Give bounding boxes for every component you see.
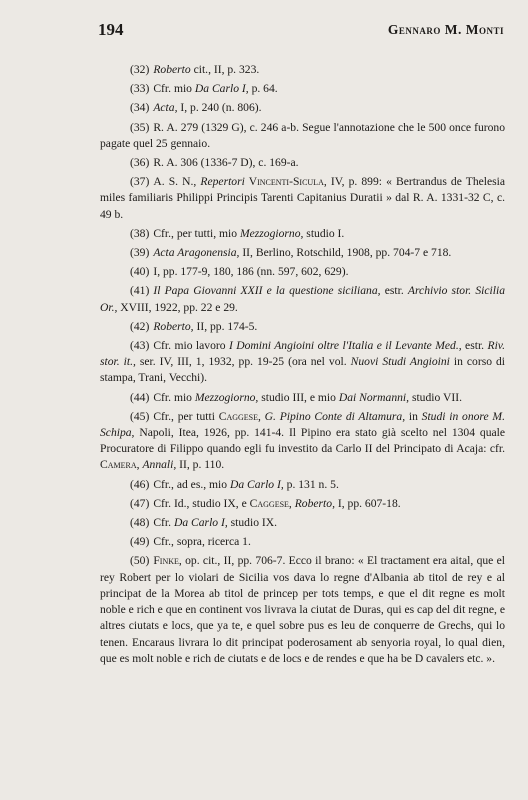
footnote: [100, 264, 505, 280]
footnote: [100, 515, 505, 531]
footnote: [100, 245, 505, 261]
footnote-italic-text: Il Papa Giovanni XXII e la questione siciliana,: [153, 284, 381, 298]
footnote-text: II, pp. 174-5.: [193, 319, 258, 333]
footnote-italic-text: Roberto: [153, 63, 191, 76]
footnote-text: Cfr. mio lavoro: [153, 339, 229, 353]
footnote-number: (42): [130, 319, 150, 333]
footnote: [100, 553, 505, 666]
footnote-number: (39): [130, 246, 150, 260]
footnote-text: estr.: [461, 339, 488, 353]
footnote-italic-text: Mezzogiorno,: [194, 390, 259, 404]
footnote-italic-text: Repertori: [200, 175, 245, 189]
footnote-text: I, pp. 177-9, 180, 186 (nn. 597, 602, 629).: [153, 265, 349, 279]
footnote: [100, 283, 505, 315]
footnote-text: estr.: [380, 284, 408, 298]
page-header: [98, 20, 504, 46]
footnote-text: Camera,: [100, 458, 140, 472]
footnote-number: (41): [130, 284, 150, 298]
footnote-text: Finke,: [153, 554, 182, 568]
footnote-italic-text: Acta,: [153, 101, 178, 115]
footnote-text: Vincenti-Sicula,: [244, 175, 327, 189]
footnote: [100, 534, 505, 550]
footnote-text: p. 64.: [248, 82, 278, 96]
footnote-text: Cfr. mio: [153, 390, 195, 404]
footnote-text: II, Berlino, Rotschild, 1908, pp. 704-7 e 718.: [239, 246, 452, 260]
footnote-italic-text: Studi in onore M. Schipa,: [100, 409, 505, 440]
footnote: [100, 120, 505, 152]
footnote-number: (40): [130, 265, 150, 279]
footnote-number: (46): [130, 477, 150, 491]
footnote-italic-text: Roberto,: [153, 319, 194, 333]
footnote-text: studio IX.: [227, 516, 278, 530]
footnote-number: (45): [130, 409, 150, 423]
footnote-number: (36): [130, 156, 150, 170]
footnote-number: (48): [130, 516, 150, 530]
footnote-text: Caggese,: [218, 409, 261, 423]
footnote-italic-text: Mezzogiorno,: [239, 226, 304, 240]
footnote-text: XVIII, 1922, pp. 22 e 29.: [117, 300, 238, 314]
footnote-text: IV, p. 899: « Bertrandus de Thelesia miles familiaris Philippi Principis Tarenti Capitanius Duratii » dal R. A. 1331-32 C, c. 49 b.: [100, 175, 506, 221]
footnote: [100, 319, 505, 335]
footnote-italic-text: Acta Aragonensia,: [153, 246, 240, 260]
footnote-number: (49): [130, 535, 150, 549]
footnote-text: op. cit., II, pp. 706-7. Ecco il brano: « El tractament era aital, que el rey Robert per lo violari de Sicilia vos dava lo regne d'Albania ab titol de rey e al principat de la Morea ab titol de princep per tots temps, e que el dit regne es molt noble e rich e que en continent vos livrava la ciutat de Duras, qui es cap del dit regne, e altres ciutats e locs, que ya te, e quel sobre pus es leu de conquerre de Grechs, qui lo tenen. Encaraus livrara lo dit principat poderosament ab senyoria royal, lo qual dien, que es molt noble e rich de ciutats e de locs e de rendes e que ha be D cavalers etc. ».: [100, 554, 505, 665]
footnote-number: (38): [130, 226, 150, 240]
footnote: [100, 100, 505, 116]
footnote-number: (43): [130, 339, 150, 353]
footnote: [100, 409, 505, 474]
footnote-number: (44): [130, 390, 150, 404]
footnote-italic-text: I Domini Angioini oltre l'Italia e il Levante Med.,: [228, 339, 462, 353]
footnote-text: Cfr., per tutti: [153, 409, 219, 423]
footnote: [100, 174, 505, 223]
page-number: 194: [98, 20, 124, 39]
footnote: [100, 155, 505, 171]
footnote-number: (33): [130, 82, 150, 96]
footnote-text: p. 131 n. 5.: [283, 477, 339, 491]
footnote-number: (37): [130, 175, 150, 189]
footnote-italic-text: Da Carlo I,: [194, 82, 249, 96]
footnote-text: in: [405, 409, 422, 423]
footnote-number: (35): [130, 120, 150, 134]
footnote-text: in corso di stampa, Trani, Vecchi).: [100, 355, 506, 385]
footnote-number: (32): [130, 63, 150, 76]
footnote-text: A. S. N.,: [153, 175, 201, 189]
footnote-text: cit., II, p. 323.: [190, 63, 260, 76]
footnote-text: Cfr., per tutti, mio: [153, 226, 240, 240]
running-head: Gennaro M. Monti: [387, 22, 504, 37]
footnote-text: Cfr., sopra, ricerca 1.: [153, 535, 251, 549]
footnote-number: (34): [130, 101, 150, 115]
footnote-italic-text: G. Pipino Conte di Altamura,: [264, 409, 406, 423]
footnote-text: ser. IV, III, 1, 1932, pp. 19-25 (ora nel vol.: [135, 355, 351, 369]
footnote-italic-text: Da Carlo I,: [173, 516, 228, 530]
footnote-text: Cfr. Id., studio IX, e: [153, 496, 250, 510]
footnote-text: Cfr., ad es., mio: [153, 477, 230, 491]
footnote-italic-text: Roberto,: [294, 496, 335, 510]
footnote: [100, 477, 505, 493]
footnote: [100, 226, 505, 242]
footnote-number: (50): [130, 554, 150, 568]
footnote-text: studio VII.: [409, 390, 462, 404]
footnote-text: studio I.: [303, 226, 345, 240]
footnote-text: I, p. 240 (n. 806).: [177, 101, 262, 115]
footnote-text: Caggese,: [249, 496, 292, 510]
footnote: [100, 338, 505, 387]
footnote: [100, 81, 505, 97]
footnote-number: (47): [130, 496, 150, 510]
footnote-italic-text: Riv. stor. it.,: [100, 339, 505, 369]
footnote: [100, 390, 505, 406]
footnote-text: R. A. 306 (1336-7 D), c. 169-a.: [153, 156, 299, 170]
footnote-text: II, p. 110.: [176, 458, 225, 472]
footnote-italic-text: Annali,: [142, 458, 177, 472]
footnote-text: I, pp. 607-18.: [334, 496, 401, 510]
footnote: [100, 62, 505, 78]
footnote-text: R. A. 279 (1329 G), c. 246 a-b. Segue l'annotazione che le 500 once furono pagate quel 25 gennaio.: [100, 120, 505, 150]
footnote-text: Napoli, Itea, 1926, pp. 141-4. Il Pipino era stato già scelto nel 1304 quale Procuratore di Filippo quando egli fu investito da Carlo II del Principato di Acaja: cfr.: [100, 426, 505, 456]
footnote-italic-text: Da Carlo I,: [229, 477, 284, 491]
footnote-text: studio III, e mio: [258, 390, 339, 404]
footnote-italic-text: Nuovi Studi Angioini: [350, 355, 450, 369]
footnote-italic-text: Dai Normanni,: [338, 390, 410, 404]
footnotes-list: [100, 62, 505, 670]
footnote-text: Cfr. mio: [153, 82, 195, 96]
footnote-text: Cfr.: [153, 516, 174, 530]
footnote-italic-text: Archivio stor. Sicilia Or.,: [100, 284, 505, 314]
footnote: [100, 496, 505, 512]
